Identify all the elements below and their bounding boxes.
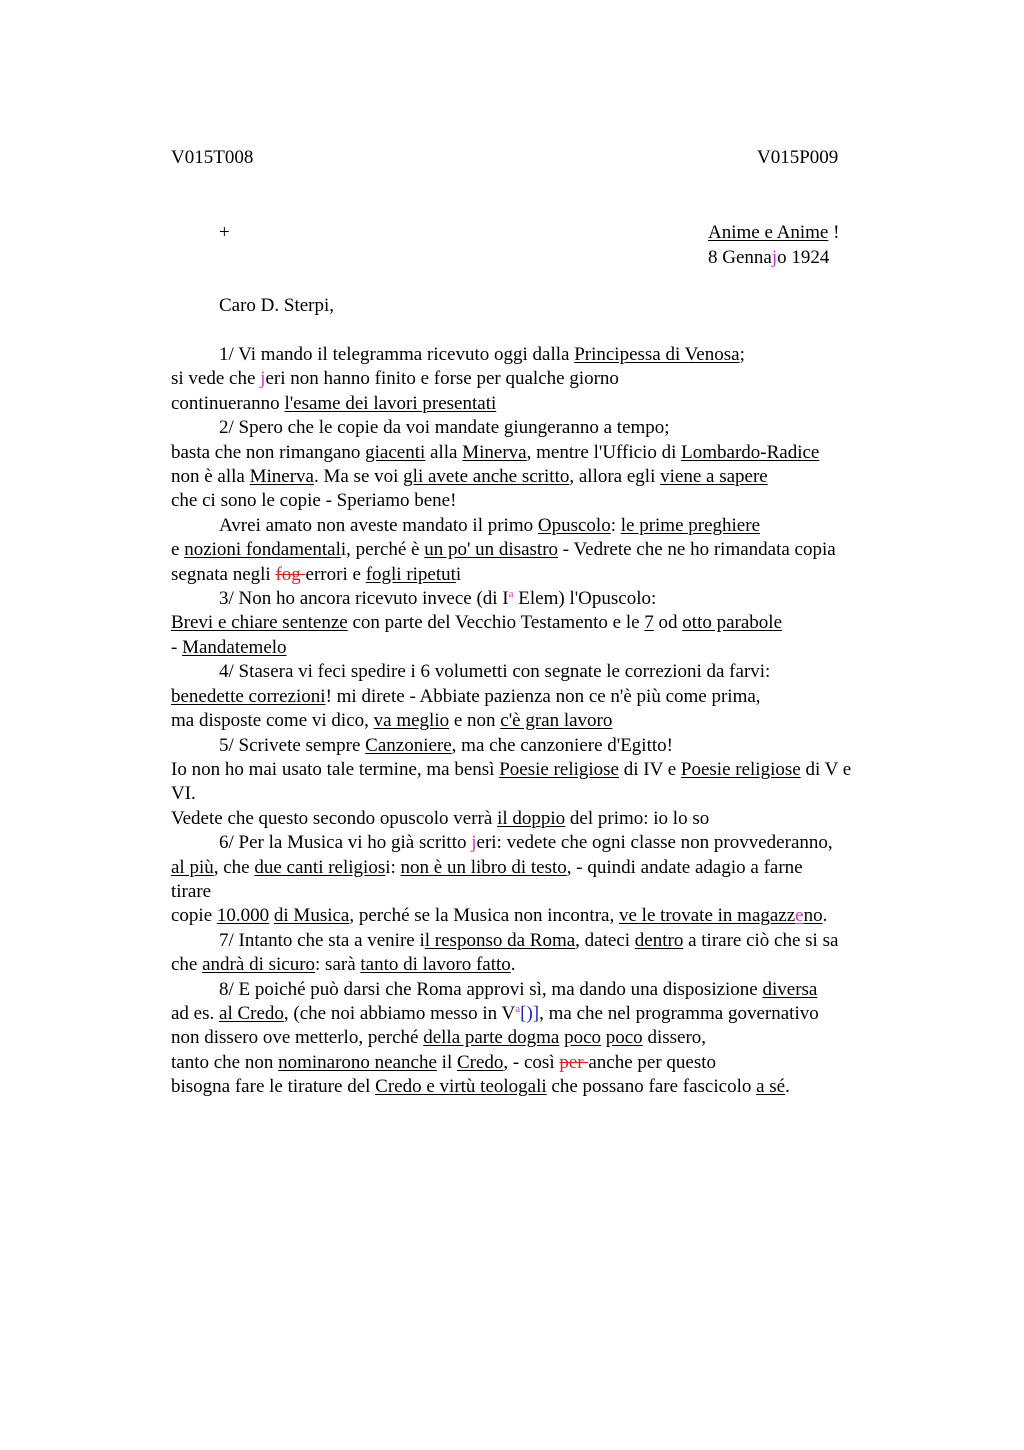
motto: Anime e Anime — [708, 222, 829, 243]
text-line: continueranno l'esame dei lavori presentati — [171, 392, 497, 414]
text-line: si vede che jeri non hanno finito e forse per qualche giorno — [171, 368, 619, 390]
text-line: tanto che non nominarono neanche il Credo, - così per anche per questo — [171, 1051, 717, 1073]
letter-body — [171, 343, 916, 1100]
text-line: e nozioni fondamentali, perché è un po' un disastro - Vedrete che ne ho rimandata copia — [171, 539, 836, 561]
text-line: non è alla Minerva. Ma se voi gli avete anche scritto, allora egli viene a sapere — [171, 466, 768, 488]
correction-j: j — [771, 246, 778, 268]
motto-line: Anime e Anime ! — [708, 222, 840, 243]
text-line: al più, che due canti religiosi: non è un libro di testo, - quindi andate adagio a farne — [171, 856, 803, 878]
text-line: basta che non rimangano giacenti alla Minerva, mentre l'Ufficio di Lombardo-Radice — [171, 441, 820, 463]
date-line: 8 Gennajo 1924 — [708, 246, 830, 268]
text-line: 2/ Spero che le copie da voi mandate giungeranno a tempo; — [219, 417, 670, 439]
text-line: 5/ Scrivete sempre Canzoniere, ma che canzoniere d'Egitto! — [219, 734, 673, 756]
text-line: 8/ E poiché può darsi che Roma approvi sì, ma dando una disposizione diversa — [219, 978, 818, 1000]
text-line: 6/ Per la Musica vi ho già scritto jeri: vedete che ogni classe non provvederanno, — [219, 832, 833, 854]
text-line: VI. — [171, 783, 196, 805]
text-line: 7/ Intanto che sta a venire il responso da Roma, dateci dentro a tirare ciò che si sa — [219, 929, 839, 951]
text-line: 3/ Non ho ancora ricevuto invece (di $I^a$ Elem) l'Opuscolo: — [219, 588, 657, 610]
text-line: copie 10.000 di Musica, perché se la Musica non incontra, ve le trovate in magazzeno. — [171, 905, 828, 927]
text-line: - Mandatemelo — [171, 636, 287, 658]
text-line: bisogna fare le tirature del Credo e virtù teologali che possano fare fascicolo a sé. — [171, 1076, 790, 1098]
text-line: Avrei amato non aveste mandato il primo Opuscolo: le prime preghiere — [219, 514, 760, 536]
salutation: Caro D. Sterpi, — [219, 295, 335, 316]
text-line: ad es. al Credo, (che noi abbiamo messo in $V^a[)$], ma che nel programma governativo — [171, 1002, 819, 1024]
text-line: Brevi e chiare sentenze con parte del Vecchio Testamento e le 7 od otto parabole — [171, 612, 783, 634]
title-block — [708, 221, 839, 270]
text-line: che ci sono le copie - Speriamo bene! — [171, 490, 457, 512]
archive-code-left: V015T008 — [171, 147, 254, 168]
text-line: ma disposte come vi dico, va meglio e non c'è gran lavoro — [171, 710, 613, 732]
text-line: tirare — [171, 880, 212, 902]
archive-code-right: V015P009 — [757, 147, 839, 168]
text-line: benedette correzioni! mi direte - Abbiate pazienza non ce n'è più come prima, — [171, 685, 761, 707]
text-line: che andrà di sicuro: sarà tanto di lavoro fatto. — [171, 954, 516, 976]
text-line: 4/ Stasera vi feci spedire i 6 volumetti con segnate le correzioni da farvi: — [219, 661, 771, 683]
cross-mark: + — [219, 222, 230, 243]
text-line: segnata negli fog errori e fogli ripetuti — [171, 563, 462, 585]
text-line: Io non ho mai usato tale termine, ma bensì Poesie religiose di IV e Poesie religiose di V e — [171, 758, 852, 780]
text-line: Vedete che questo secondo opuscolo verrà il doppio del primo: io lo so — [171, 807, 710, 829]
text-line: 1/ Vi mando il telegramma ricevuto oggi dalla Principessa di Venosa; — [219, 344, 745, 365]
deleted-text: per — [559, 1051, 589, 1073]
text-line: non dissero ove metterlo, perché della parte dogma poco poco dissero, — [171, 1027, 707, 1049]
deleted-text: fog — [275, 563, 306, 585]
